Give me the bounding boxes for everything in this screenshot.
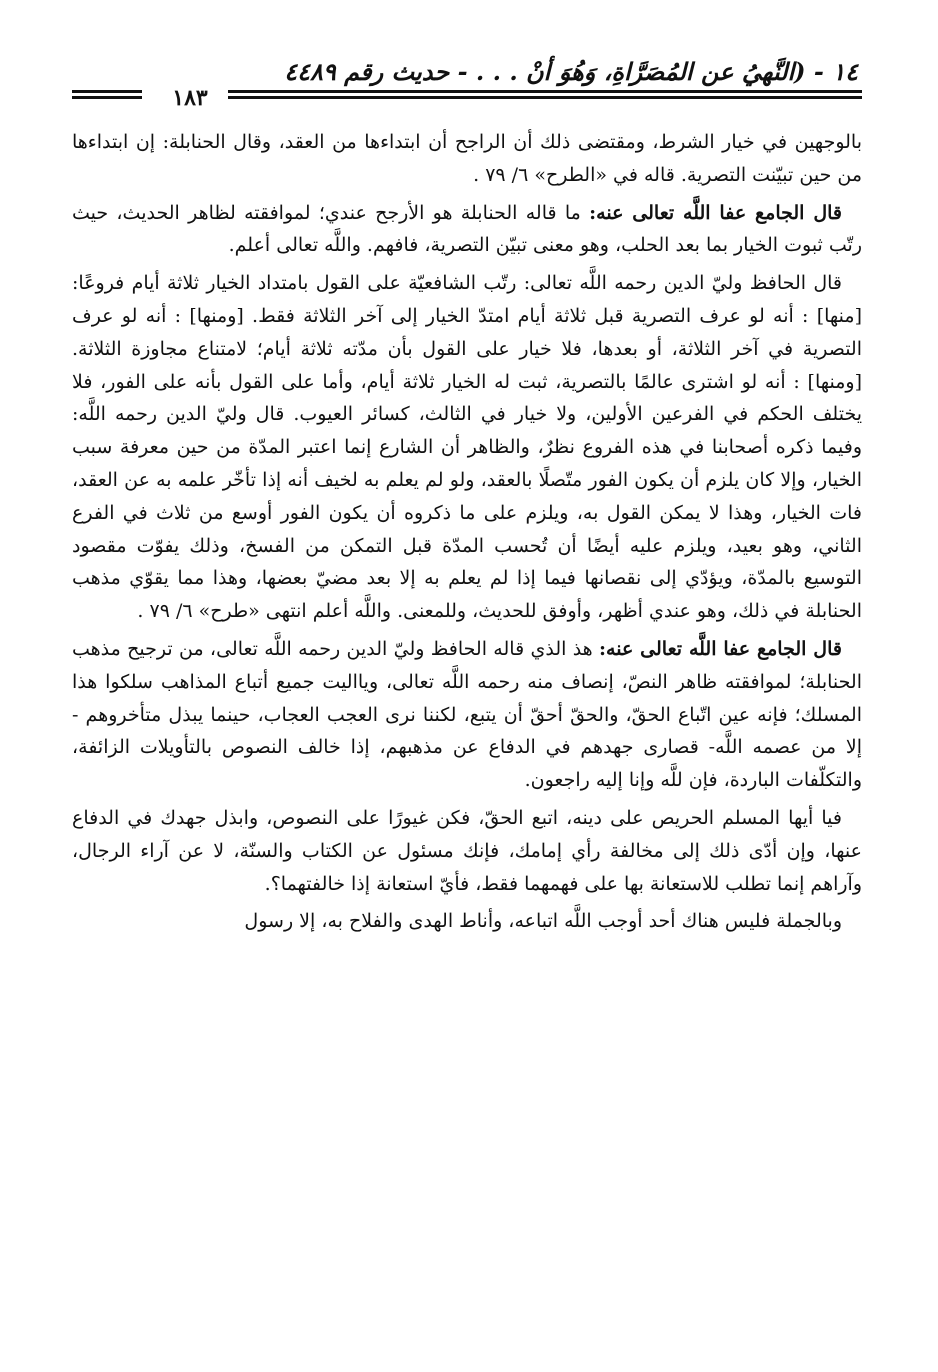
paragraph	[72, 905, 862, 938]
paragraph	[72, 126, 862, 192]
running-header-title: ١٤ - (النَّهيُ عن المُصَرَّاةِ، وَهُوَ أنْ . . . - حديث رقم ٤٤٨٩	[284, 57, 858, 86]
paragraph	[72, 197, 862, 263]
paragraph-text: فيا أيها المسلم الحريص على دينه، اتبع الحقّ، فكن غيورًا على النصوص، وابذل جهدك في الدفاع عنها، وإن أدّى ذلك إلى مخالفة رأي إمامك، فإنك مسئول عن الكتاب والسنّة، لا عن آراء الرجال، وآراهم إنما تطلب للاستعانة بها على فهمهما فقط، فأيّ استعانة إذا خالفتهما؟.	[72, 806, 862, 895]
header-rule	[72, 96, 142, 99]
paragraph-text: هذ الذي قاله الحافظ وليّ الدين رحمه اللَّه تعالى، من ترجيح مذهب الحنابلة؛ لموافقته ظاهر النصّ، إنصاف منه رحمه اللَّه تعالى، ويااليت جميع أتباع المذاهب سلكوا هذا المسلك؛ فإنه عين اتّباع الحقّ، والحقّ أحقّ أن يتبع، لكننا نرى العجب العجاب، حينما يبذل متأخروهم - إلا من عصمه اللَّه- قصارى جهدهم في الدفاع عن مذهبهم، إذا خالف النصوص بالتأويلات الزائفة، والتكلّفات الباردة، فإن للَّه وإنا إليه راجعون.	[72, 637, 862, 792]
paragraph	[72, 633, 862, 797]
header-rule	[228, 90, 862, 93]
paragraph-lead: قال الجامع عفا اللَّه تعالى عنه:	[589, 201, 842, 224]
page-number: ١٨٣	[172, 85, 208, 111]
paragraph-lead: قال الجامع عفا اللَّه تعالى عنه:	[599, 637, 842, 660]
paragraph-text: ما قاله الحنابلة هو الأرجح عندي؛ لموافقته لظاهر الحديث، حيث رتّب ثبوت الخيار بما بعد الحلب، وهو معنى تبيّن التصرية، فافهم. واللَّه تعالى أعلم.	[72, 201, 862, 257]
header-rule	[228, 96, 862, 99]
paragraph	[72, 802, 862, 900]
paragraph-text: وبالجملة فليس هناك أحد أوجب اللَّه اتباعه، وأناط الهدى والفلاح به، إلا رسول	[244, 910, 842, 933]
paragraph-text: قال الحافظ وليّ الدين رحمه اللَّه تعالى: رتّب الشافعيّة على القول بامتداد الخيار ثلاثة أيام فروعًا: [منها] : أنه لو عرف التصرية قبل ثلاثة أيام امتدّ الخيار إلى آخر الثلاثة فقط. [ومنها] : أنه لو عرف التصرية في آخر الثلاثة، أو بعدها، فلا خيار على القول بأن مدّته ثلاثة أيام؛ لامتناع مجاوزة الثلاثة. [ومنها] : أنه لو اشترى عالمًا بالتصرية، ثبت له الخيار ثلاثة أيام، وأما على القول بأنه على الفور، فلا يختلف الحكم في الفرعين الأولين، ولا خيار في الثالث، كسائر العيوب. قال وليّ الدين رحمه اللَّه: وفيما ذكره أصحابنا في هذه الفروع نظرٌ، والظاهر أن الشارع إنما اعتبر المدّة من حين معرفة سبب الخيار، وإلا كان يلزم أن يكون الفور متّصلًا بالعقد، ولو لم يعلم به لخيف أنه إذا تأخّر علمه به عن العقد، فات الخيار، وهذا لا يمكن القول به، ويلزم على ما ذكروه أن يكون الفور أوسع من ثلاث في الفرع الثاني، وهو بعيد، ويلزم عليه أيضًا أن تُحسب المدّة قبل التمكن من الفسخ، وذلك يفوّت مقصود التوسيع بالمدّة، ويؤدّي إلى نقصانها فيما إذا لم يعلم به إلا بعد مضيّ بعضها، وهذا مما يقوّي مذهب الحنابلة في ذلك، وهو عندي أظهر، وأوفق للحديث، وللمعنى. واللَّه أعلم انتهى «طرح» ٦/ ٧٩ .	[72, 272, 862, 623]
body-text	[72, 126, 862, 943]
paragraph-text: بالوجهين في خيار الشرط، ومقتضى ذلك أن الراجح أن ابتداءها من العقد، وقال الحنابلة: إن ابتداءها من حين تبيّنت التصرية. قاله في «الطرح» ٦/ ٧٩ .	[72, 131, 862, 186]
paragraph	[72, 267, 862, 628]
header-rule	[72, 90, 142, 93]
